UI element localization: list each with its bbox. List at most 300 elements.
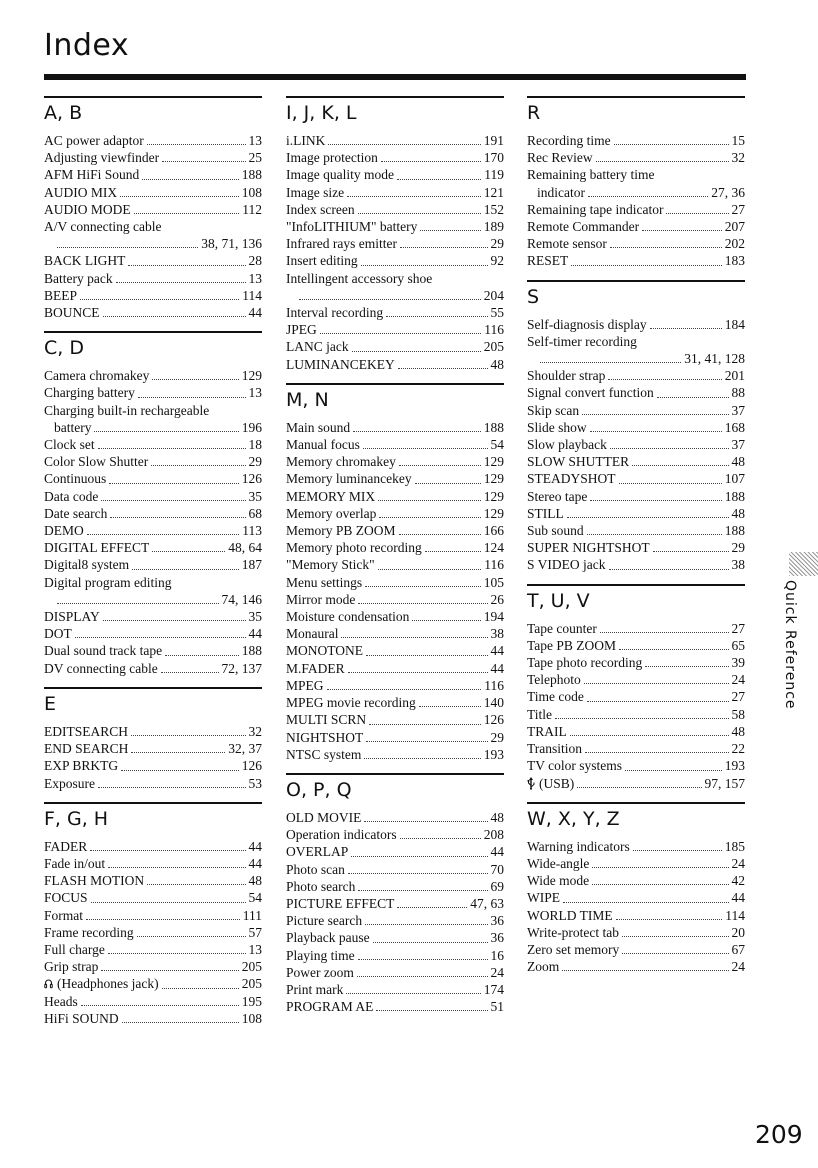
index-entry (527, 958, 745, 975)
entry-label-wrap (527, 384, 654, 401)
entry-row (286, 184, 504, 201)
index-entry (286, 166, 504, 183)
index-entry (44, 270, 262, 287)
index-entry (44, 539, 262, 556)
index-entry (527, 149, 745, 166)
leader-dots (365, 586, 481, 587)
entry-label-wrap (527, 637, 616, 654)
entry-label: END SEARCH (44, 741, 129, 757)
entry-label: Clock set (44, 437, 95, 453)
entry-pages: 72, 137 (221, 660, 262, 676)
index-entry (44, 488, 262, 505)
leader-dots (161, 672, 219, 673)
entry-row (286, 608, 504, 625)
entry-pages: 124 (483, 540, 504, 556)
entry-label: DOT (44, 626, 72, 642)
entry-row (44, 723, 262, 740)
entry-pages: 35 (248, 609, 262, 625)
entry-label-wrap (44, 838, 87, 855)
leader-dots (165, 655, 239, 656)
leader-dots (633, 850, 722, 851)
entry-label-wrap (286, 642, 363, 659)
leader-dots (398, 368, 488, 369)
index-entry (527, 757, 745, 774)
entry-pages: 208 (483, 827, 504, 843)
entry-label: FADER (44, 838, 88, 854)
entry-row (44, 201, 262, 218)
entry-row (527, 522, 745, 539)
index-column-3 (527, 96, 745, 985)
entry-label: Image size (286, 184, 345, 200)
entry-label: BACK LIGHT (44, 253, 126, 269)
entry-row (286, 149, 504, 166)
entry-label: DV connecting cable (44, 660, 158, 676)
entry-label-wrap (286, 729, 363, 746)
entry-row (527, 384, 745, 401)
entry-pages: 26 (490, 591, 504, 607)
index-entry (527, 620, 745, 637)
entry-row (527, 488, 745, 505)
leader-dots (91, 902, 246, 903)
leader-dots (103, 316, 246, 317)
leader-dots (358, 890, 487, 891)
index-entry (44, 218, 262, 252)
entry-row (527, 350, 745, 367)
entry-label: RESET (527, 253, 569, 269)
entry-label-wrap (44, 775, 95, 792)
entry-pages: 48 (490, 356, 504, 372)
entry-label: STILL (527, 505, 564, 521)
leader-dots (87, 534, 240, 535)
entry-row (527, 872, 745, 889)
entry-pages: 29 (731, 540, 745, 556)
entry-label: MPEG (286, 677, 324, 693)
entry-label: PICTURE EFFECT (286, 895, 395, 911)
leader-dots (351, 856, 487, 857)
entry-label: Menu settings (286, 574, 363, 590)
leader-dots (653, 551, 729, 552)
entry-label: Image protection (286, 150, 378, 166)
index-entry (286, 998, 504, 1015)
entry-row (44, 775, 262, 792)
entry-label-wrap (527, 855, 589, 872)
leader-dots (132, 569, 239, 570)
index-section (44, 802, 262, 1027)
entry-row (286, 591, 504, 608)
entry-pages: 36 (490, 913, 504, 929)
entry-pages: 44 (248, 855, 262, 871)
entry-row (527, 505, 745, 522)
entry-label-wrap (44, 166, 139, 183)
entry-label: Full charge (44, 941, 105, 957)
entry-pages: 57 (248, 924, 262, 940)
index-entry (527, 688, 745, 705)
entry-label: Fade in/out (44, 855, 106, 871)
leader-dots (142, 179, 238, 180)
leader-dots (619, 649, 728, 650)
entry-label: Color Slow Shutter (44, 454, 149, 470)
entry-row (527, 740, 745, 757)
entry-pages: 112 (242, 201, 262, 217)
leader-dots (120, 196, 239, 197)
entry-pages: 166 (483, 523, 504, 539)
index-entry (44, 975, 262, 992)
entry-label: Memory chromakey (286, 454, 396, 470)
entry-label-wrap (527, 149, 593, 166)
index-section (44, 96, 262, 321)
index-entry (286, 694, 504, 711)
entry-pages: 44 (248, 305, 262, 321)
leader-dots (347, 196, 481, 197)
index-entry (286, 270, 504, 304)
entry-row (286, 729, 504, 746)
entry-label-wrap (527, 505, 564, 522)
entry-pages: 116 (484, 677, 504, 693)
entry-row (44, 384, 262, 401)
entry-label: AUDIO MODE (44, 201, 131, 217)
index-entry (527, 132, 745, 149)
entry-label: MONOTONE (286, 643, 363, 659)
leader-dots (582, 414, 728, 415)
leader-dots (108, 867, 245, 868)
index-entry (44, 436, 262, 453)
index-entry (44, 166, 262, 183)
entry-row (44, 757, 262, 774)
entry-row (527, 838, 745, 855)
entry-row (286, 574, 504, 591)
entry-label-wrap (286, 947, 355, 964)
entry-pages: 24 (490, 964, 504, 980)
entry-label-wrap (44, 436, 95, 453)
index-entry (286, 132, 504, 149)
entry-label: OVERLAP (286, 844, 349, 860)
entry-label-wrap (286, 470, 412, 487)
entry-pages: 27 (731, 620, 745, 636)
entry-label-wrap (44, 660, 158, 677)
entry-pages: 205 (483, 339, 504, 355)
leader-dots (381, 161, 481, 162)
leader-dots (363, 448, 488, 449)
section-heading: A, B (44, 96, 262, 124)
entry-row (527, 539, 745, 556)
entry-label: PROGRAM AE (286, 999, 374, 1015)
entry-label-wrap (286, 912, 362, 929)
entry-label: Print mark (286, 981, 344, 997)
leader-dots (358, 213, 481, 214)
entry-label-wrap (286, 591, 355, 608)
entry-label: (USB) (539, 775, 575, 791)
entry-pages: 188 (724, 488, 745, 504)
entry-label-wrap (527, 723, 567, 740)
index-entry (286, 729, 504, 746)
entry-pages: 48 (731, 454, 745, 470)
entry-pages: 191 (483, 133, 504, 148)
entry-label: Zoom (527, 959, 560, 975)
leader-dots (386, 316, 487, 317)
entry-label-wrap (44, 907, 83, 924)
entry-row (44, 855, 262, 872)
leader-dots (101, 970, 238, 971)
entry-row (286, 947, 504, 964)
index-entry (527, 218, 745, 235)
entry-label: SUPER NIGHTSHOT (527, 540, 650, 556)
leader-dots (57, 603, 219, 604)
entry-label: Interval recording (286, 305, 384, 321)
entry-pages: 13 (248, 270, 262, 286)
index-entry (44, 556, 262, 573)
entry-pages: 13 (248, 133, 262, 148)
entry-pages: 48 (731, 723, 745, 739)
entry-label-wrap (527, 671, 581, 688)
leader-dots (147, 884, 245, 885)
entry-row (44, 235, 262, 252)
entry-label: BOUNCE (44, 305, 100, 321)
entry-label: Continuous (44, 471, 107, 487)
entry-pages: 37 (731, 402, 745, 418)
entry-row (44, 287, 262, 304)
leader-dots (57, 247, 198, 248)
entry-pages: 24 (731, 855, 745, 871)
entry-row (527, 671, 745, 688)
leader-dots (397, 179, 481, 180)
entry-label-wrap (44, 556, 129, 573)
index-entry (44, 660, 262, 677)
entry-label-wrap (286, 861, 345, 878)
entry-pages: 47, 63 (470, 895, 504, 911)
entry-row (527, 855, 745, 872)
leader-dots (80, 299, 239, 300)
index-entry (286, 556, 504, 573)
leader-dots (400, 247, 488, 248)
index-entry (44, 304, 262, 321)
entry-pages: 29 (490, 729, 504, 745)
entry-pages: 38 (490, 626, 504, 642)
leader-dots (415, 483, 481, 484)
entry-pages: 29 (248, 454, 262, 470)
index-entry (286, 964, 504, 981)
entry-pages: 114 (725, 907, 745, 923)
entry-label: Format (44, 907, 83, 923)
entry-label-wrap (44, 453, 148, 470)
entry-row (527, 688, 745, 705)
title-rule (44, 74, 746, 80)
leader-dots (563, 902, 729, 903)
index-entry (44, 367, 262, 384)
entry-label-wrap (286, 356, 395, 373)
index-entry (527, 252, 745, 269)
entry-row (527, 470, 745, 487)
index-entry (527, 201, 745, 218)
entry-label: Monaural (286, 626, 339, 642)
entry-row (44, 924, 262, 941)
entry-row (286, 505, 504, 522)
leader-dots (369, 724, 481, 725)
entry-pages: 37 (731, 437, 745, 453)
entry-row (44, 907, 262, 924)
entry-row (527, 402, 745, 419)
index-entry (527, 505, 745, 522)
leader-dots (645, 666, 728, 667)
entry-label-wrap (527, 872, 589, 889)
index-entry (527, 333, 745, 367)
entry-pages: 68 (248, 505, 262, 521)
leader-dots (540, 362, 681, 363)
index-entry (44, 775, 262, 792)
entry-label: NTSC system (286, 746, 362, 762)
entry-label: Signal convert function (527, 385, 654, 401)
entry-label: TV color systems (527, 758, 622, 774)
leader-dots (81, 1005, 239, 1006)
entry-pages: 38 (731, 557, 745, 573)
entry-row (527, 924, 745, 941)
entry-label: Intellingent accessory shoe (286, 270, 433, 286)
entry-pages: 129 (483, 505, 504, 521)
entry-label: Self-diagnosis display (527, 316, 647, 332)
entry-label: LUMINANCEKEY (286, 356, 395, 372)
leader-dots (110, 517, 245, 518)
entry-pages: 97, 157 (704, 775, 745, 791)
index-entry (286, 522, 504, 539)
entry-pages: 108 (241, 184, 262, 200)
leader-dots (90, 850, 245, 851)
entry-row (527, 654, 745, 671)
entry-pages: 35 (248, 488, 262, 504)
section-heading: I, J, K, L (286, 96, 504, 124)
leader-dots (619, 483, 722, 484)
entry-row (527, 556, 745, 573)
entry-pages: 20 (731, 924, 745, 940)
leader-dots (609, 569, 729, 570)
entry-label-wrap (44, 384, 135, 401)
entry-label-wrap (527, 556, 606, 573)
index-entry (286, 356, 504, 373)
leader-dots (94, 431, 238, 432)
entry-label: (Headphones jack) (57, 976, 159, 992)
index-entry (44, 608, 262, 625)
entry-label: Self-timer recording (527, 333, 637, 349)
entry-label: Image quality mode (286, 167, 394, 183)
entry-row (286, 453, 504, 470)
leader-dots (162, 161, 245, 162)
entry-pages: 188 (241, 167, 262, 183)
entry-pages: 92 (490, 253, 504, 269)
index-entry (527, 367, 745, 384)
index-entry (286, 947, 504, 964)
entry-row (286, 201, 504, 218)
index-entry (286, 861, 504, 878)
leader-dots (657, 397, 729, 398)
index-entry (527, 775, 745, 792)
entry-label: EDITSEARCH (44, 723, 128, 739)
index-entry (286, 843, 504, 860)
entry-label-wrap (286, 522, 396, 539)
entry-row (286, 964, 504, 981)
leader-dots (108, 953, 246, 954)
entry-pages: 18 (248, 437, 262, 453)
entry-label-wrap (286, 166, 394, 183)
entry-pages: 44 (248, 838, 262, 854)
entry-pages: 13 (248, 385, 262, 401)
entry-label: Recording time (527, 133, 611, 148)
leader-dots (358, 603, 487, 604)
entry-pages: 25 (248, 150, 262, 166)
index-section (44, 331, 262, 677)
entry-pages: 107 (724, 471, 745, 487)
index-entry (527, 740, 745, 757)
entry-label: Remote sensor (527, 236, 607, 252)
entry-pages: 44 (490, 660, 504, 676)
entry-label-wrap (286, 625, 338, 642)
index-entry (44, 574, 262, 608)
entry-row (44, 993, 262, 1010)
entry-label-wrap (527, 654, 642, 671)
index-entry (44, 625, 262, 642)
index-entry (286, 711, 504, 728)
entry-label-wrap (44, 252, 125, 269)
entry-label: Grip strap (44, 959, 99, 975)
index-entry (527, 235, 745, 252)
leader-dots (412, 620, 480, 621)
entry-row (527, 706, 745, 723)
index-entry (44, 522, 262, 539)
entry-row (527, 184, 745, 201)
index-entry (527, 436, 745, 453)
entry-pages: 126 (483, 712, 504, 728)
entry-label-wrap (44, 488, 98, 505)
entry-row (44, 642, 262, 659)
index-entry (44, 838, 262, 855)
index-entry (286, 677, 504, 694)
entry-pages: 188 (724, 523, 745, 539)
leader-dots (341, 637, 487, 638)
entry-label: Photo scan (286, 861, 345, 877)
index-entry (527, 522, 745, 539)
entry-row (44, 488, 262, 505)
entry-label: Manual focus (286, 437, 360, 453)
entry-pages: 187 (241, 557, 262, 573)
entry-label: Remaining tape indicator (527, 201, 664, 217)
entry-row (44, 132, 262, 149)
index-entry (527, 654, 745, 671)
leader-dots (348, 672, 488, 673)
entry-pages: 31, 41, 128 (684, 351, 745, 367)
entry-label-wrap (527, 201, 663, 218)
entry-label: Shoulder strap (527, 368, 606, 384)
leader-dots (373, 942, 488, 943)
index-column-1 (44, 96, 262, 1037)
index-entry (44, 402, 262, 436)
entry-pages: 119 (484, 167, 504, 183)
index-entry (286, 912, 504, 929)
entry-label: i.LINK (286, 133, 326, 148)
entry-label: Slide show (527, 419, 587, 435)
entry-row (527, 419, 745, 436)
index-entry (286, 895, 504, 912)
entry-label-wrap (286, 746, 361, 763)
entry-label: Transition (527, 741, 583, 757)
index-entry (44, 757, 262, 774)
entry-pages: 55 (490, 305, 504, 321)
index-entry (527, 889, 745, 906)
index-entry (286, 591, 504, 608)
index-entry (527, 706, 745, 723)
index-entry (527, 316, 745, 333)
entry-label: MULTI SCRN (286, 712, 367, 728)
entry-row (527, 637, 745, 654)
entry-row (286, 677, 504, 694)
entry-label-wrap (44, 889, 88, 906)
entry-label-wrap (286, 252, 358, 269)
